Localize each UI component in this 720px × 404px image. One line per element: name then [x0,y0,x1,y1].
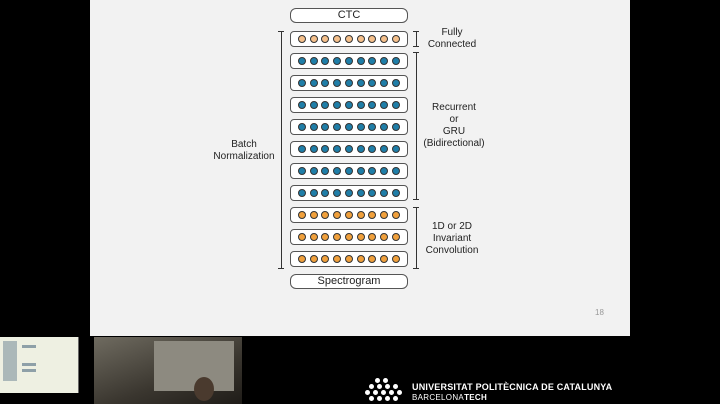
neuron-node [310,167,318,175]
neuron-node [345,189,353,197]
neuron-node [368,255,376,263]
neuron-node [380,189,388,197]
fc-bracket [416,31,417,47]
recurrent-layer [290,97,408,113]
neuron-node [392,101,400,109]
ctc-label: CTC [337,9,361,21]
neuron-node [392,57,400,65]
neuron-node [298,211,306,219]
neuron-node [368,123,376,131]
neuron-node [368,233,376,241]
neuron-node [368,145,376,153]
neuron-node [345,255,353,263]
batch-norm-label [208,139,280,163]
neuron-node [380,35,388,43]
neuron-node [321,189,329,197]
neuron-node [392,211,400,219]
fc-label-line2: Connected [427,39,477,50]
neuron-node [357,101,365,109]
neuron-node [368,57,376,65]
recurrent-layer [290,119,408,135]
neuron-node [333,101,341,109]
neuron-node [310,101,318,109]
neuron-node [321,101,329,109]
spectrogram-label: Spectrogram [317,275,381,287]
neuron-node [310,123,318,131]
neuron-node [333,233,341,241]
conv-label-line1: 1D or 2D [431,221,472,232]
recurrent-layer [290,185,408,201]
neuron-node [298,101,306,109]
neuron-node [357,145,365,153]
neuron-node [321,233,329,241]
neuron-node [321,145,329,153]
ctc-box [290,8,408,23]
fc-label-line1: Fully [441,27,463,38]
neuron-node [333,35,341,43]
neuron-node [321,35,329,43]
conv-tick-bottom [413,268,419,269]
campus-name [412,393,487,402]
neuron-node [357,79,365,87]
neuron-node [357,35,365,43]
neuron-node [345,123,353,131]
batch-norm-tick-bottom [278,268,284,269]
neuron-node [310,211,318,219]
neuron-node [345,211,353,219]
batch-norm-tick-top [278,31,284,32]
page-number: 18 [595,308,604,317]
fc-tick-bottom [413,46,419,47]
recurrent-layer [290,163,408,179]
neuron-node [392,145,400,153]
neuron-node [298,145,306,153]
neuron-node [321,211,329,219]
neuron-node [298,233,306,241]
neuron-node [392,189,400,197]
neuron-node [321,123,329,131]
neuron-node [357,123,365,131]
lecturer-camera-feed [94,337,242,404]
neuron-node [392,35,400,43]
neuron-node [298,35,306,43]
neuron-node [392,123,400,131]
neuron-node [298,255,306,263]
neuron-node [392,233,400,241]
batch-norm-bracket [281,31,282,269]
neuron-node [310,189,318,197]
thumbnail-text [22,345,36,348]
neuron-node [368,167,376,175]
neuron-node [357,211,365,219]
neuron-node [333,79,341,87]
neuron-node [345,167,353,175]
neuron-node [310,233,318,241]
neuron-node [298,123,306,131]
convolution-layer [290,207,408,223]
batch-norm-label-line2: Normalization [213,151,275,162]
recurrent-tick-top [413,52,419,53]
recurrent-tick-bottom [413,199,419,200]
fc-label [422,27,482,51]
recurrent-bracket [416,52,417,200]
recurrent-label-line4: (Bidirectional) [423,138,485,149]
neuron-node [380,79,388,87]
neuron-node [345,79,353,87]
neuron-node [345,57,353,65]
neuron-node [321,57,329,65]
neuron-node [321,255,329,263]
neuron-node [380,255,388,263]
recurrent-layer [290,53,408,69]
slide-thumbnail [0,337,79,393]
neuron-node [321,79,329,87]
neuron-node [333,189,341,197]
batch-norm-label-line1: Batch [231,139,257,150]
neuron-node [392,167,400,175]
convolution-layer [290,229,408,245]
neuron-node [380,57,388,65]
university-name: UNIVERSITAT POLITÈCNICA DE CATALUNYA [412,382,613,392]
recurrent-layer [290,75,408,91]
neuron-node [345,101,353,109]
neuron-node [357,255,365,263]
neuron-node [368,189,376,197]
neuron-node [345,35,353,43]
presentation-slide [90,0,630,336]
neuron-node [368,79,376,87]
neuron-node [392,79,400,87]
neuron-node [368,211,376,219]
neuron-node [333,211,341,219]
convolution-layer [290,251,408,267]
neuron-node [333,123,341,131]
neuron-node [392,255,400,263]
neuron-node [310,79,318,87]
neuron-node [380,233,388,241]
fully-connected-layer [290,31,408,47]
neuron-node [380,167,388,175]
neuron-node [333,57,341,65]
recurrent-layer [290,141,408,157]
thumbnail-layers [3,341,17,381]
neuron-node [310,57,318,65]
fc-tick-top [413,31,419,32]
lecturer-head [194,377,214,401]
neuron-node [357,233,365,241]
neuron-node [298,189,306,197]
neuron-node [310,145,318,153]
recurrent-label-line3: GRU [442,126,466,137]
conv-tick-top [413,207,419,208]
neuron-node [357,57,365,65]
neuron-node [380,211,388,219]
neuron-node [333,145,341,153]
neuron-node [298,57,306,65]
neuron-node [380,101,388,109]
neuron-node [380,145,388,153]
recurrent-label [418,102,490,150]
neuron-node [380,123,388,131]
neuron-node [345,233,353,241]
neuron-node [310,255,318,263]
neuron-node [368,101,376,109]
recurrent-label-line2: or [449,114,459,125]
thumbnail-text [22,363,36,366]
neuron-node [298,79,306,87]
conv-label [420,221,484,257]
conv-bracket [416,207,417,269]
spectrogram-box [290,274,408,289]
thumbnail-text [22,369,36,372]
neuron-node [368,35,376,43]
neuron-node [345,145,353,153]
upc-logo-icon [365,378,405,404]
neuron-node [310,35,318,43]
neuron-node [298,167,306,175]
neuron-node [321,167,329,175]
neuron-node [357,167,365,175]
conv-label-line3: Convolution [425,245,479,256]
conv-label-line2: Invariant [432,233,472,244]
campus-suffix: TECH [464,393,488,402]
neuron-node [333,255,341,263]
campus-prefix: BARCELONA [412,393,465,402]
neuron-node [333,167,341,175]
recurrent-label-line1: Recurrent [432,102,476,113]
neuron-node [357,189,365,197]
